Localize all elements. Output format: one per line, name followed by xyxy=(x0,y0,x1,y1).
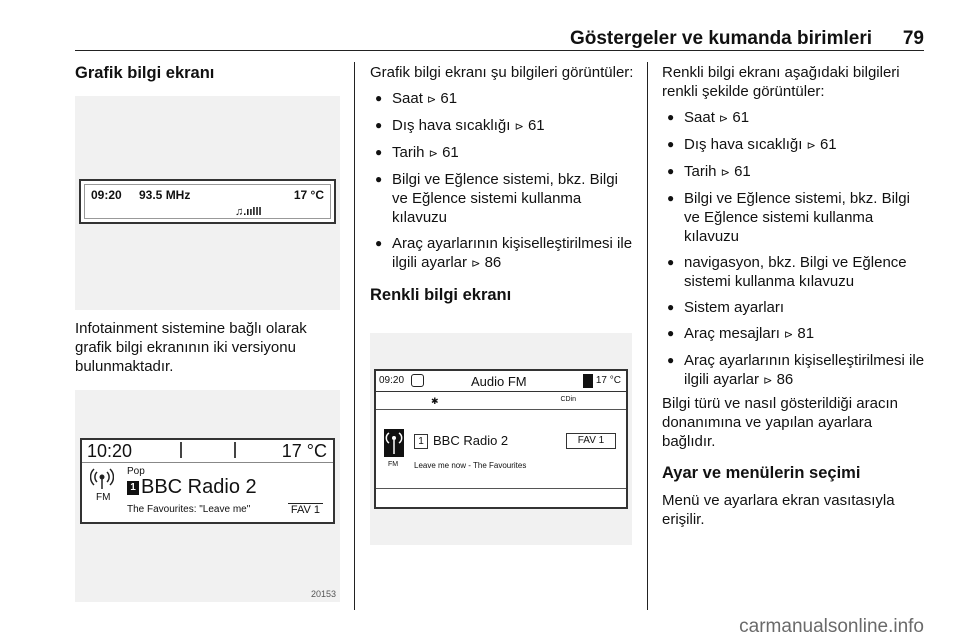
source-label: CDin xyxy=(560,396,576,403)
page-number: 79 xyxy=(902,28,924,49)
list-item: ● Bilgi ve Eğlence sistemi, bkz. Bilgi ve Eğlence sistemi kullanma kılavuzu xyxy=(662,189,927,246)
display-title: Audio FM xyxy=(471,374,527,389)
column-divider xyxy=(354,62,355,610)
display-time: 09:20 xyxy=(379,375,405,386)
header-rule xyxy=(75,50,924,51)
list-item: ● Saat ⊳ 61 xyxy=(370,89,635,109)
display-screen xyxy=(79,179,336,224)
reference-arrow-icon: ⊳ xyxy=(719,112,729,125)
radio-antenna-icon xyxy=(90,467,114,491)
reference-arrow-icon: ⊳ xyxy=(806,139,816,152)
band-label: FM xyxy=(388,461,399,468)
band-label: FM xyxy=(96,492,111,503)
station-name: BBC Radio 2 xyxy=(433,433,509,448)
info-list xyxy=(662,108,927,390)
display-frequency: 93.5 MHz xyxy=(139,188,191,202)
list-item: ● Araç ayarlarının kişiselleştirilmesi ile ilgili ayarlar ⊳ 86 xyxy=(662,351,927,390)
preset-number: 1 xyxy=(414,434,428,449)
display-screen xyxy=(374,369,628,509)
figure-number: 20153 xyxy=(310,589,336,599)
reference-arrow-icon: ⊳ xyxy=(428,147,438,160)
radio-antenna-icon xyxy=(384,429,404,457)
radio-text: The Favourites: "Leave me" xyxy=(127,504,251,515)
reference-arrow-icon: ⊳ xyxy=(720,166,730,179)
thermometer-icon xyxy=(583,374,593,388)
reference-arrow-icon: ⊳ xyxy=(784,328,794,341)
figure-graphic-display-2 xyxy=(75,390,340,602)
chapter-title: Göstergeler ve kumanda birimleri xyxy=(569,28,872,49)
column-middle xyxy=(370,63,635,305)
page-header xyxy=(75,28,924,50)
reference-arrow-icon: ⊳ xyxy=(427,93,437,106)
info-list xyxy=(370,89,635,273)
figure-color-display xyxy=(370,333,632,545)
reference-arrow-icon: ⊳ xyxy=(763,374,773,387)
paragraph-intro: Renkli bilgi ekranı aşağıdaki bilgileri renkli şekilde görüntüler: xyxy=(662,64,900,100)
reference-arrow-icon: ⊳ xyxy=(514,120,524,133)
fav-label: FAV 1 xyxy=(288,503,323,516)
section-heading-graphic-display: Grafik bilgi ekranı xyxy=(75,64,215,82)
list-item: ● navigasyon, bkz. Bilgi ve Eğlence sistemi kullanma kılavuzu xyxy=(662,253,927,291)
genre-label: Pop xyxy=(127,466,145,477)
column-divider xyxy=(647,62,648,610)
reference-arrow-icon: ⊳ xyxy=(471,257,481,270)
display-temperature: 17 °C xyxy=(293,188,324,202)
section-heading-color-display: Renkli bilgi ekranı xyxy=(370,286,512,304)
display-temperature: 17 °C xyxy=(281,441,327,461)
list-item: ● Tarih ⊳ 61 xyxy=(662,162,927,182)
audio-source-icon xyxy=(411,374,424,387)
list-item: ● Araç mesajları ⊳ 81 xyxy=(662,324,927,344)
display-screen xyxy=(80,438,335,524)
column-right xyxy=(662,63,927,529)
list-item: ● Araç ayarlarının kişiselleştirilmesi ile ilgili ayarlar ⊳ 86 xyxy=(370,234,635,273)
list-item: ● Tarih ⊳ 61 xyxy=(370,143,635,163)
list-item: ● Bilgi ve Eğlence sistemi, bkz. Bilgi ve Eğlence sistemi kullanma kılavuzu xyxy=(370,170,635,227)
watermark-text: carmanualsonline.info xyxy=(739,616,924,637)
list-item: ● Saat ⊳ 61 xyxy=(662,108,927,128)
display-time: 09:20 xyxy=(91,188,122,202)
display-time: 10:20 xyxy=(87,441,133,461)
list-item: ● Dış hava sıcaklığı ⊳ 61 xyxy=(370,116,635,136)
paragraph-menu-access: Menü ve ayarlara ekran vasıtasıyla erişilir. xyxy=(662,492,895,528)
preset-number: 1 xyxy=(127,481,139,495)
figure-graphic-display-1 xyxy=(75,96,340,310)
radio-text: Leave me now - The Favourites xyxy=(414,461,527,470)
display-temperature: 17 °C xyxy=(595,375,621,386)
list-item: ● Sistem ayarları xyxy=(662,298,927,317)
station-name: BBC Radio 2 xyxy=(141,476,257,498)
fav-button: FAV 1 xyxy=(566,433,616,449)
paragraph-intro: Grafik bilgi ekranı şu bilgileri görüntüler: xyxy=(370,64,634,81)
paragraph-info-type: Bilgi türü ve nasıl gösterildiği aracın donanımına ve yapılan ayarlara bağlıdır. xyxy=(662,395,898,450)
list-item: ● Dış hava sıcaklığı ⊳ 61 xyxy=(662,135,927,155)
section-heading-settings-menus: Ayar ve menülerin seçimi xyxy=(662,464,861,482)
paragraph-versions: Infotainment sistemine bağlı olarak grafik bilgi ekranının iki versiyonu bulunmaktadır. xyxy=(75,320,307,375)
signal-strength-icon: ♫.ıılll xyxy=(235,206,262,218)
bluetooth-icon: ✱ xyxy=(431,396,439,406)
